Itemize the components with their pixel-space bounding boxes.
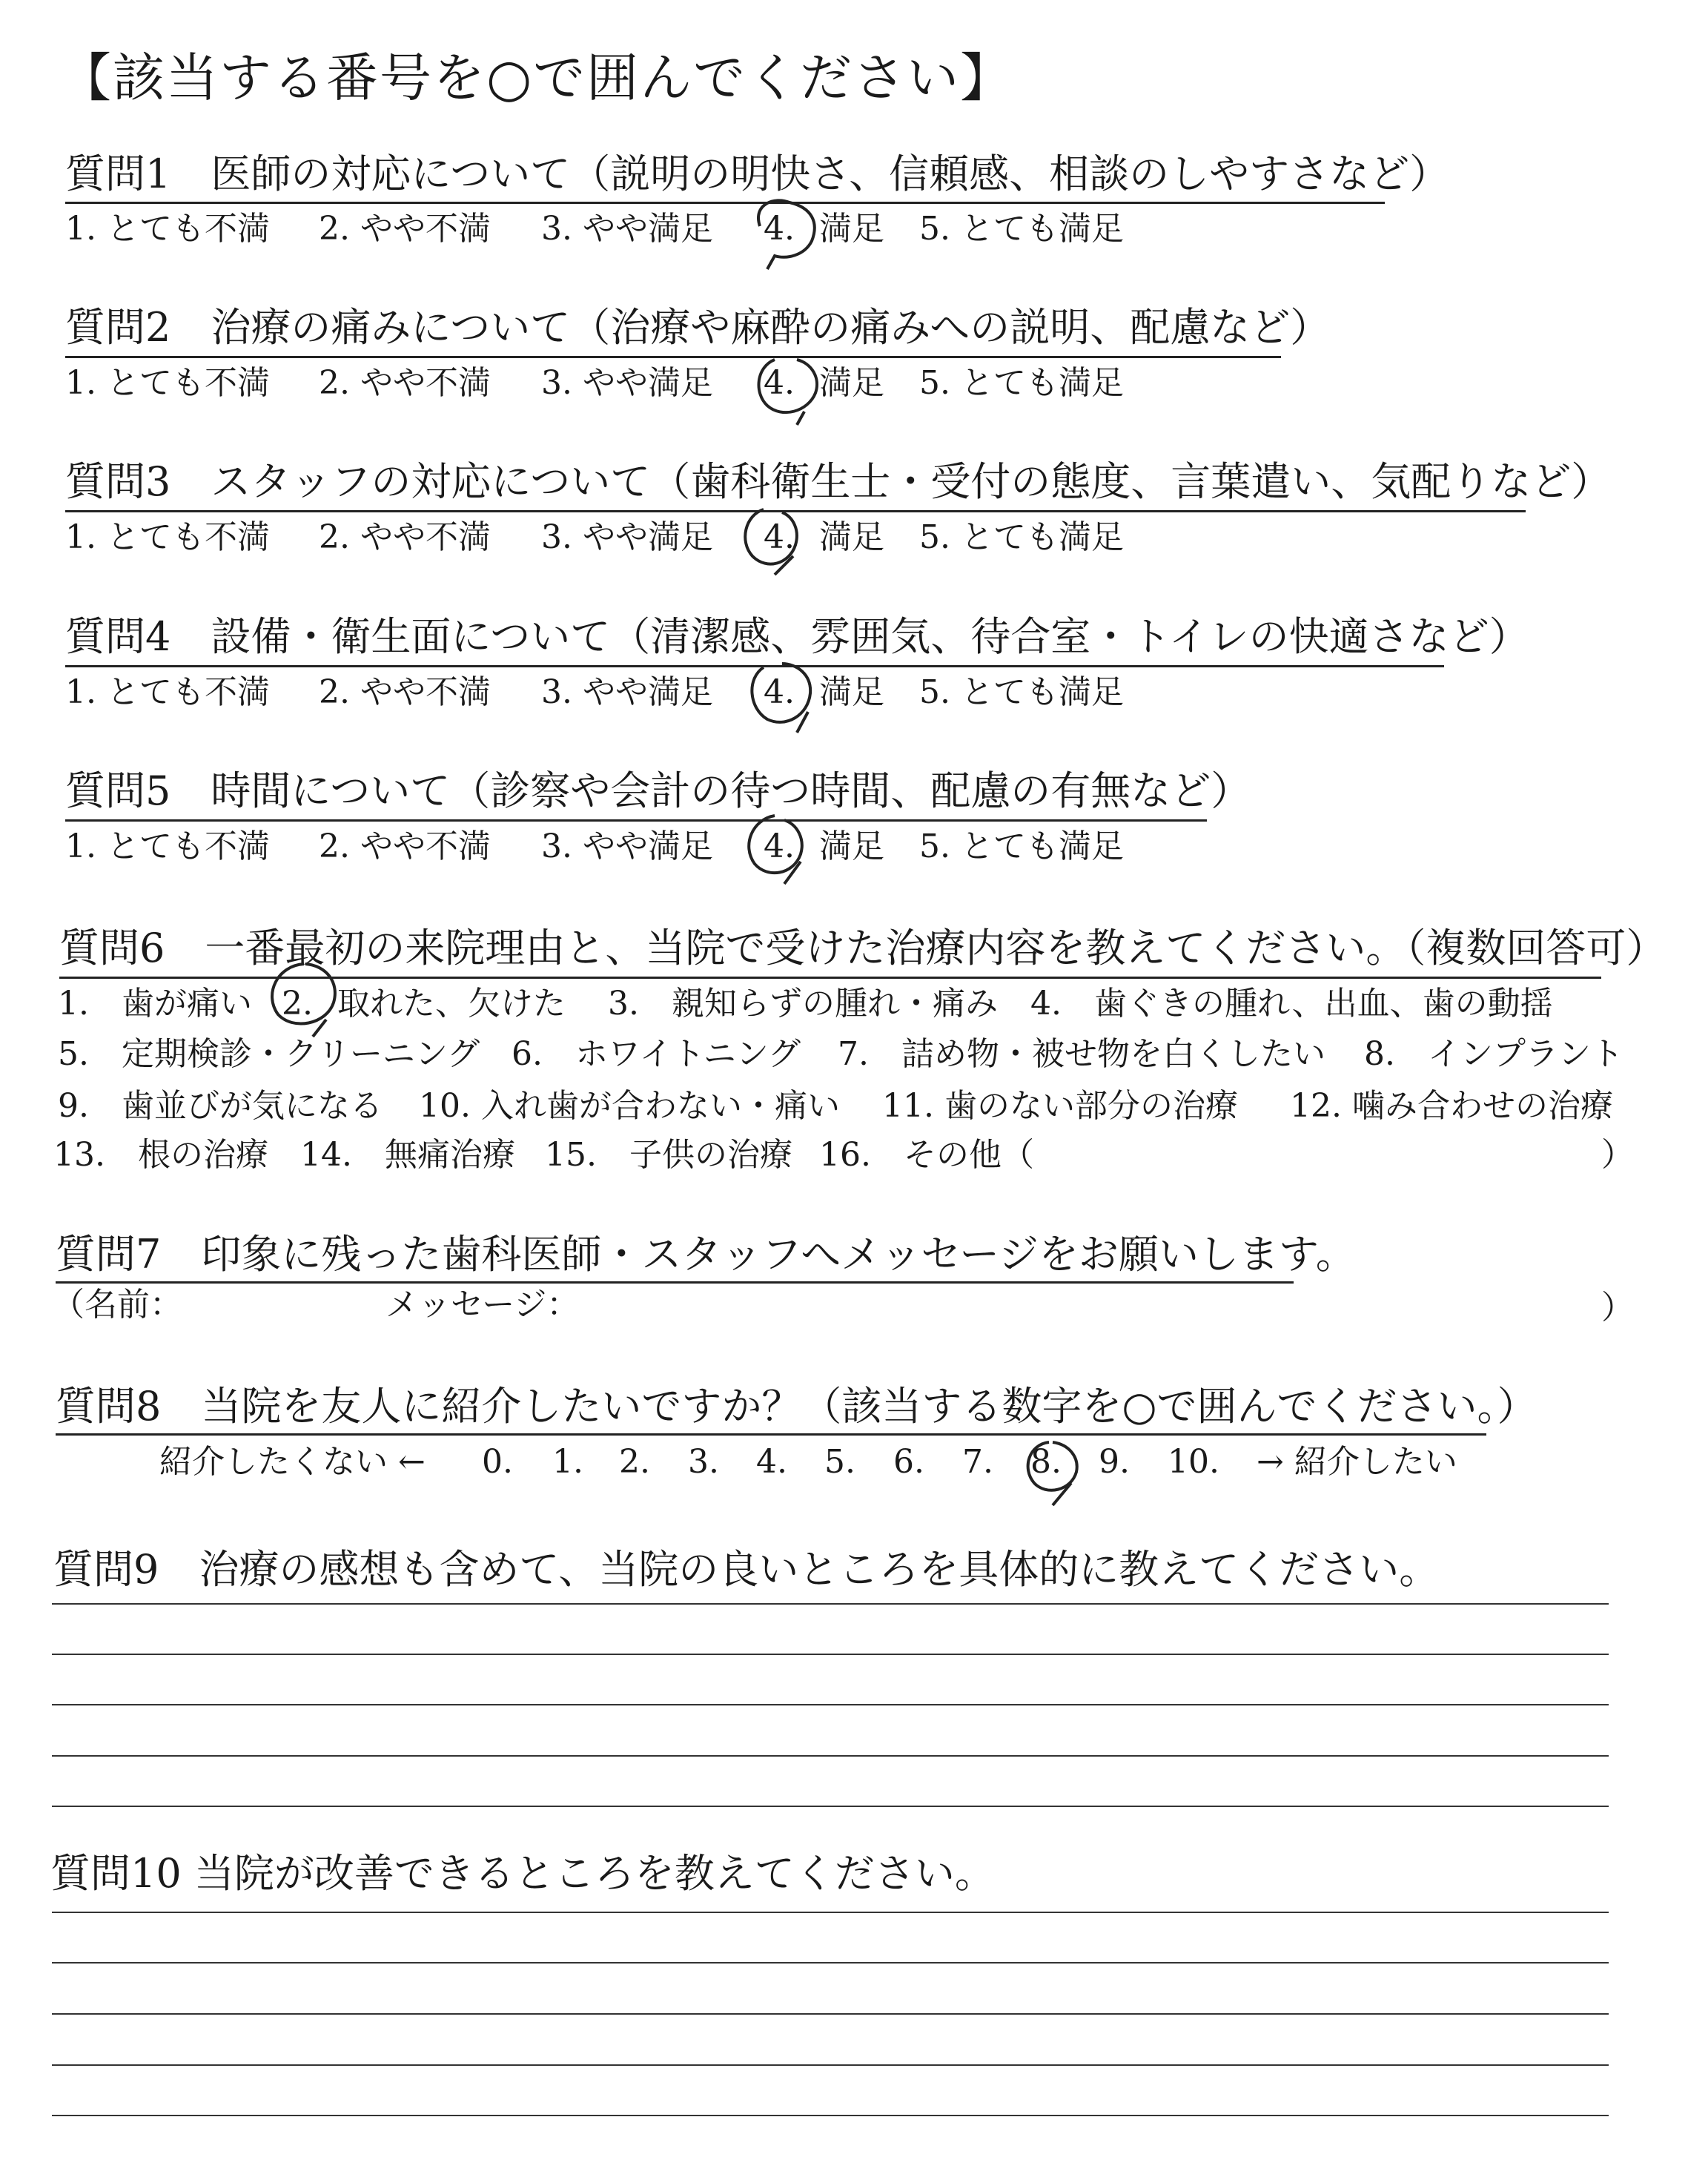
q6-option-11[interactable]: 11. 歯のない部分の治療	[882, 1087, 1238, 1125]
q3-title: 質問3 スタッフの対応について（歯科衛生士・受付の態度、言葉遣い、気配りなど）	[65, 458, 1612, 505]
q8-underline	[56, 1433, 1486, 1436]
q6-underline	[59, 977, 1601, 979]
q1-underline	[65, 202, 1385, 204]
q5-option-4[interactable]: 4.	[764, 828, 795, 865]
q7-name-label: （名前：	[52, 1286, 182, 1324]
q6-option-15[interactable]: 15. 子供の治療	[545, 1136, 792, 1174]
q3-option-2[interactable]: 2. やや不満	[319, 518, 491, 556]
q6-option-7[interactable]: 7. 詰め物・被せ物を白くしたい	[838, 1035, 1325, 1073]
q2-option-4[interactable]: 4.	[764, 364, 795, 402]
q6-option-10[interactable]: 10. 入れ歯が合わない・痛い	[419, 1087, 840, 1125]
q3-option-1[interactable]: 1. とても不満	[65, 518, 270, 556]
q4-option-4-label: 満足	[819, 673, 884, 711]
q4-underline	[65, 665, 1444, 667]
q10-title: 質問10 当院が改善できるところを教えてください。	[50, 1850, 995, 1897]
q8-left-label: 紹介したくない ←	[159, 1443, 426, 1481]
q6-option-6[interactable]: 6. ホワイトニング	[512, 1035, 801, 1073]
q8-option-0[interactable]: 0.	[482, 1443, 513, 1481]
q9-answer-line	[52, 1603, 1609, 1605]
q6-option-14[interactable]: 14. 無痛治療	[300, 1136, 515, 1174]
q5-option-1[interactable]: 1. とても不満	[65, 828, 270, 865]
q6-title: 質問6 一番最初の来院理由と、当院で受けた治療内容を教えてください。（複数回答可）	[59, 925, 1666, 971]
q2-option-3[interactable]: 3. やや満足	[541, 364, 713, 402]
q6-option-3[interactable]: 3. 親知らずの腫れ・痛み	[608, 985, 998, 1023]
q8-option-7[interactable]: 7.	[962, 1443, 993, 1481]
q7-close-paren: ）	[1601, 1289, 1634, 1327]
q4-option-4[interactable]: 4.	[764, 673, 795, 711]
q4-title: 質問4 設備・衛生面について（清潔感、雰囲気、待合室・トイレの快適さなど）	[65, 613, 1529, 660]
q6-option-2[interactable]: 2.	[282, 985, 313, 1023]
q1-option-2[interactable]: 2. やや不満	[319, 210, 491, 248]
q8-option-4[interactable]: 4.	[756, 1443, 787, 1481]
q10-answer-line	[52, 2013, 1609, 2015]
q6-option-5[interactable]: 5. 定期検診・クリーニング	[58, 1035, 480, 1073]
q5-option-4-label: 満足	[819, 828, 884, 865]
q8-right-label: → 紹介したい	[1257, 1443, 1457, 1481]
q8-option-6[interactable]: 6.	[893, 1443, 924, 1481]
q10-answer-line	[52, 1962, 1609, 1964]
q6-option-4[interactable]: 4. 歯ぐきの腫れ、出血、歯の動揺	[1030, 985, 1553, 1023]
q1-option-5[interactable]: 5. とても満足	[919, 210, 1124, 248]
q5-option-3[interactable]: 3. やや満足	[541, 828, 713, 865]
q6-option-16-close: ）	[1601, 1136, 1634, 1174]
q2-option-1[interactable]: 1. とても不満	[65, 364, 270, 402]
q3-option-4[interactable]: 4.	[764, 518, 795, 556]
q4-option-3[interactable]: 3. やや満足	[541, 673, 713, 711]
q10-answer-line	[52, 2115, 1609, 2116]
q10-answer-line	[52, 2064, 1609, 2066]
q5-option-2[interactable]: 2. やや不満	[319, 828, 491, 865]
q9-answer-line	[52, 1654, 1609, 1655]
q3-option-4-label: 満足	[819, 518, 884, 556]
q1-option-1[interactable]: 1. とても不満	[65, 210, 270, 248]
q6-option-8[interactable]: 8. インプラント	[1364, 1035, 1623, 1073]
q9-title: 質問9 治療の感想も含めて、当院の良いところを具体的に教えてください。	[53, 1546, 1440, 1593]
q4-option-2[interactable]: 2. やや不満	[319, 673, 491, 711]
q9-answer-line	[52, 1806, 1609, 1807]
q4-option-5[interactable]: 5. とても満足	[919, 673, 1124, 711]
q9-answer-line	[52, 1755, 1609, 1757]
q3-option-3[interactable]: 3. やや満足	[541, 518, 713, 556]
q8-option-5[interactable]: 5.	[824, 1443, 855, 1481]
q1-option-4-label: 満足	[819, 210, 884, 248]
q1-option-4[interactable]: 4.	[764, 210, 795, 248]
q9-answer-line	[52, 1704, 1609, 1705]
q5-option-5[interactable]: 5. とても満足	[919, 828, 1124, 865]
q6-option-13[interactable]: 13. 根の治療	[53, 1136, 268, 1174]
q3-underline	[65, 510, 1526, 512]
q6-option-12[interactable]: 12. 噛み合わせの治療	[1290, 1087, 1613, 1125]
q3-option-5[interactable]: 5. とても満足	[919, 518, 1124, 556]
q10-answer-line	[52, 1912, 1609, 1913]
q7-message-label: メッセージ：	[385, 1286, 580, 1324]
q2-underline	[65, 356, 1281, 358]
q5-title: 質問5 時間について（診察や会計の待つ時間、配慮の有無など）	[65, 767, 1251, 814]
q8-option-3[interactable]: 3.	[688, 1443, 719, 1481]
q1-option-3[interactable]: 3. やや満足	[541, 210, 713, 248]
q8-option-10[interactable]: 10.	[1168, 1443, 1219, 1481]
q2-option-2[interactable]: 2. やや不満	[319, 364, 491, 402]
q2-option-5[interactable]: 5. とても満足	[919, 364, 1124, 402]
q6-option-2-label: 取れた、欠けた	[337, 985, 566, 1023]
q7-underline	[56, 1281, 1294, 1284]
q1-title: 質問1 医師の対応について（説明の明快さ、信頼感、相談のしやすさなど）	[65, 151, 1450, 197]
q5-underline	[65, 819, 1207, 822]
q2-title: 質問2 治療の痛みについて（治療や麻酔の痛みへの説明、配慮など）	[65, 304, 1331, 351]
q7-title: 質問7 印象に残った歯科医師・スタッフへメッセージをお願いします。	[56, 1231, 1356, 1278]
q8-option-8[interactable]: 8.	[1030, 1443, 1062, 1481]
q8-option-9[interactable]: 9.	[1099, 1443, 1130, 1481]
page-header: 【該当する番号を○で囲んでください】	[59, 47, 1014, 108]
q6-option-9[interactable]: 9. 歯並びが気になる	[58, 1087, 383, 1125]
q8-title: 質問8 当院を友人に紹介したいですか？（該当する数字を○で囲んでください。）	[56, 1383, 1537, 1430]
q6-option-1[interactable]: 1. 歯が痛い	[58, 985, 252, 1023]
q8-option-1[interactable]: 1.	[552, 1443, 583, 1481]
q8-option-2[interactable]: 2.	[619, 1443, 650, 1481]
q2-option-4-label: 満足	[819, 364, 884, 402]
q6-option-16[interactable]: 16. その他（	[819, 1136, 1034, 1174]
q4-option-1[interactable]: 1. とても不満	[65, 673, 270, 711]
